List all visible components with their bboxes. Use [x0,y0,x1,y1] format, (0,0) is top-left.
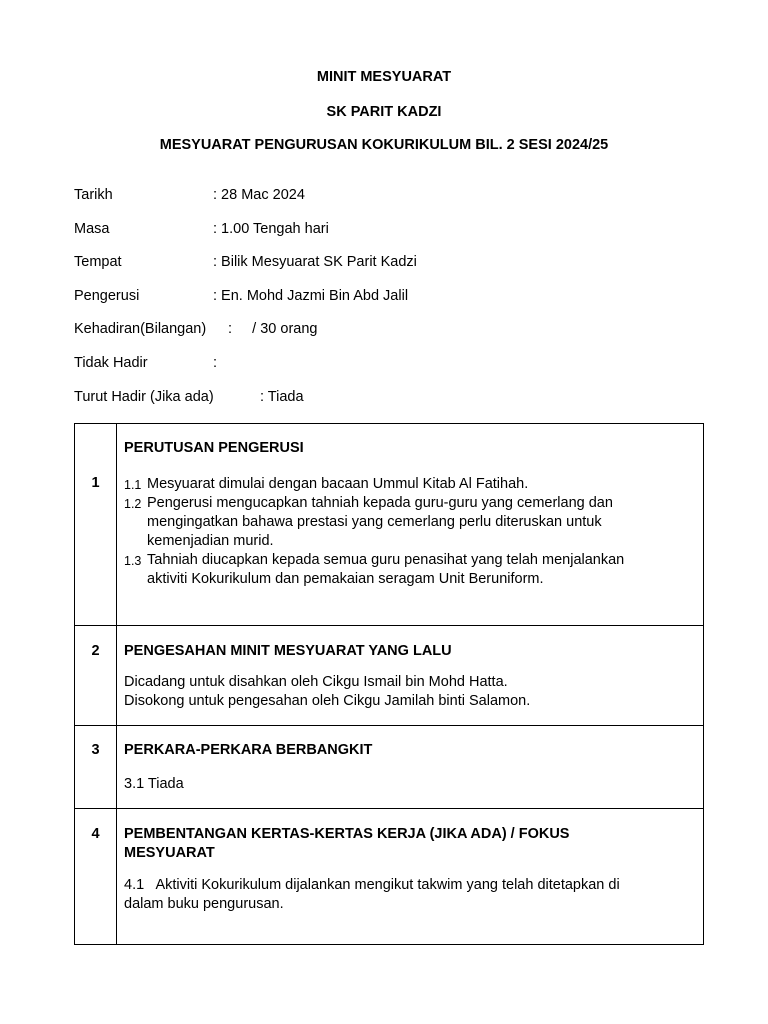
section-text: 3.1 Tiada [124,776,184,792]
list-item [124,551,695,589]
agenda-table [74,423,704,945]
field-value-tidak-hadir: : [213,355,218,371]
agenda-content [117,809,704,945]
agenda-row-3 [75,726,704,809]
meeting-title: MESYUARAT PENGURUSAN KOKURIKULUM BIL. 2 SESI 2024/25 [159,137,609,153]
section-text: dalam buku pengurusan. [124,896,284,912]
agenda-row-4 [75,809,704,945]
section-heading: MESYUARAT [124,845,215,861]
agenda-number-label: 1 [91,475,100,491]
field-label-turut-hadir: Turut Hadir (Jika ada) [74,389,214,405]
item-text: Pengerusi mengucapkan tahniah kepada guru-guru yang cemerlang dan [147,495,613,511]
section-heading: PERUTUSAN PENGERUSI [124,440,304,456]
field-label-tarikh: Tarikh [74,187,113,203]
item-number: 1.3 [124,554,142,568]
agenda-number [75,626,117,726]
agenda-content [117,726,704,809]
field-label-tidak-hadir: Tidak Hadir [74,355,148,371]
section-text: Disokong untuk pengesahan oleh Cikgu Jamilah binti Salamon. [124,693,531,709]
agenda-number-label: 4 [91,826,100,842]
agenda-number [75,809,117,945]
list-item [124,494,695,551]
section-text: Dicadang untuk disahkan oleh Cikgu Ismail bin Mohd Hatta. [124,674,508,690]
field-value-kehadiran: : / 30 orang [228,321,318,337]
item-text: aktiviti Kokurikulum dan pemakaian seragam Unit Beruniform. [147,571,544,587]
field-label-masa: Masa [74,221,110,237]
agenda-number [75,424,117,626]
field-value-pengerusi: : En. Mohd Jazmi Bin Abd Jalil [213,288,409,304]
field-value-masa: : 1.00 Tengah hari [213,221,329,237]
field-value-tempat: : Bilik Mesyuarat SK Parit Kadzi [213,254,417,270]
agenda-row-2 [75,626,704,726]
item-number: 1.2 [124,497,142,511]
list-item [124,475,695,494]
document-title: MINIT MESYUARAT [316,69,452,85]
section-text: 4.1 Aktiviti Kokurikulum dijalankan mengikut takwim yang telah ditetapkan di [124,877,620,893]
field-label-kehadiran: Kehadiran(Bilangan) [74,321,207,337]
field-value-turut-hadir: : Tiada [260,389,304,405]
item-text: kemenjadian murid. [147,533,274,549]
item-text: mengingatkan bahawa prestasi yang cemerlang perlu diteruskan untuk [147,514,602,530]
agenda-number-label: 3 [91,742,100,758]
agenda-content [117,626,704,726]
agenda-number-label: 2 [91,643,100,659]
item-number: 1.1 [124,478,142,492]
section-heading: PENGESAHAN MINIT MESYUARAT YANG LALU [124,643,452,659]
section-heading: PEMBENTANGAN KERTAS-KERTAS KERJA (JIKA ADA) / FOKUS [124,826,570,842]
agenda-content [117,424,704,626]
item-text: Mesyuarat dimulai dengan bacaan Ummul Kitab Al Fatihah. [147,476,529,492]
field-label-pengerusi: Pengerusi [74,288,140,304]
item-text: Tahniah diucapkan kepada semua guru penasihat yang telah menjalankan [147,552,625,568]
section-heading: PERKARA-PERKARA BERBANGKIT [124,742,373,758]
field-value-tarikh: : 28 Mac 2024 [213,187,305,203]
school-name: SK PARIT KADZI [326,104,442,120]
agenda-number [75,726,117,809]
field-label-tempat: Tempat [74,254,122,270]
agenda-row-1 [75,424,704,626]
